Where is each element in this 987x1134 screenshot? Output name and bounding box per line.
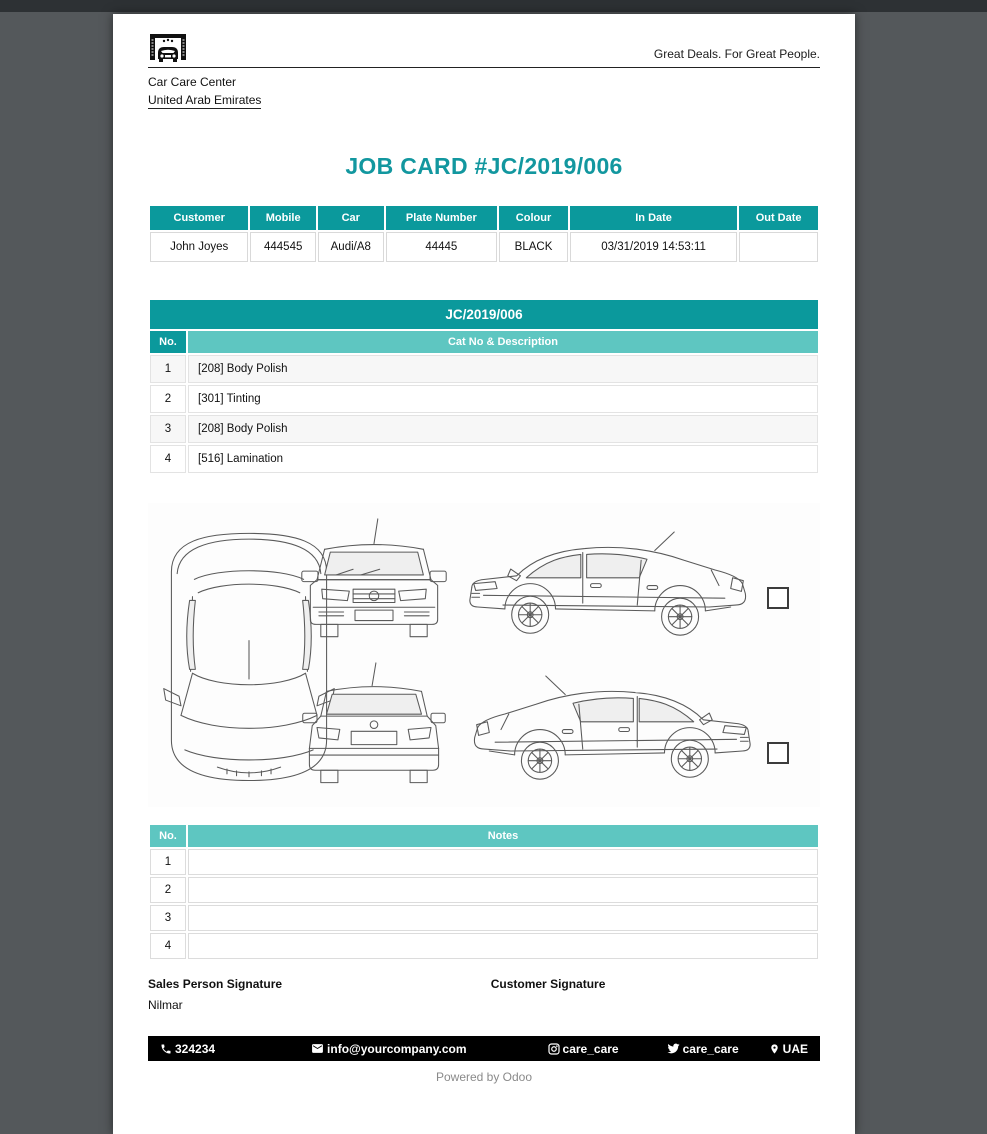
service-row [150, 355, 818, 383]
service-description: [208] Body Polish [188, 415, 818, 443]
note-no: 4 [150, 933, 186, 959]
footer-contact-bar [148, 1036, 820, 1061]
notes-table [148, 823, 820, 961]
sales-signature-label: Sales Person Signature [148, 977, 283, 991]
mobile-value: 444545 [250, 232, 316, 262]
col-header-mobile: Mobile [250, 206, 316, 230]
info-table-row [150, 232, 818, 262]
notes-header-row [150, 825, 818, 847]
service-no: 4 [150, 445, 186, 473]
customer-info-table [148, 204, 820, 264]
note-row [150, 933, 818, 959]
note-row [150, 849, 818, 875]
company-country: United Arab Emirates [148, 93, 262, 107]
service-no: 1 [150, 355, 186, 383]
company-tagline: Great Deals. For Great People. [653, 47, 820, 61]
document-page [113, 14, 855, 1134]
page-title: JOB CARD #JC/2019/006 [345, 153, 623, 179]
col-header-indate: In Date [570, 206, 737, 230]
job-services-table [148, 298, 820, 475]
car-value: Audi/A8 [318, 232, 384, 262]
job-card-number: JC/2019/006 [150, 300, 818, 329]
service-row [150, 385, 818, 413]
car-side-view-right-diagram [464, 671, 756, 793]
service-row [150, 445, 818, 473]
note-value [188, 849, 818, 875]
col-header-colour: Colour [499, 206, 568, 230]
car-side-view-left-diagram [464, 527, 756, 649]
col-header-customer: Customer [150, 206, 248, 230]
viewer-chrome-strip [0, 0, 987, 12]
service-row [150, 415, 818, 443]
col-header-notes: Notes [188, 825, 818, 847]
col-header-no: No. [150, 331, 186, 353]
service-description: [516] Lamination [188, 445, 818, 473]
powered-by-text: Powered by Odoo [435, 1070, 533, 1084]
twitter-icon [667, 1042, 680, 1055]
location-pin-icon [769, 1043, 780, 1055]
instagram-icon [548, 1043, 560, 1055]
service-no: 3 [150, 415, 186, 443]
service-description: [301] Tinting [188, 385, 818, 413]
vehicle-condition-diagram [148, 503, 820, 807]
phone-icon [160, 1043, 172, 1055]
note-row [150, 877, 818, 903]
car-front-view-diagram [298, 517, 450, 650]
customer-signature-label: Customer Signature [490, 977, 606, 991]
footer-instagram: care_care [562, 1041, 619, 1056]
note-value [188, 905, 818, 931]
footer-email: info@yourcompany.com [327, 1041, 467, 1056]
note-no: 1 [150, 849, 186, 875]
signature-section [148, 977, 820, 1012]
note-no: 2 [150, 877, 186, 903]
col-header-car: Car [318, 206, 384, 230]
col-header-outdate: Out Date [739, 206, 818, 230]
note-row [150, 905, 818, 931]
letterhead [148, 32, 820, 109]
footer-phone: 324234 [175, 1041, 216, 1056]
footer-twitter: care_care [682, 1041, 739, 1056]
damage-checkbox-bottom[interactable] [767, 742, 789, 764]
damage-checkbox-top[interactable] [767, 587, 789, 609]
job-table-header-row [150, 331, 818, 353]
car-wash-logo-icon [148, 32, 188, 64]
footer-location: UAE [782, 1041, 808, 1056]
col-header-no: No. [150, 825, 186, 847]
note-value [188, 877, 818, 903]
indate-value: 03/31/2019 14:53:11 [570, 232, 737, 262]
sales-person-name: Nilmar [148, 998, 183, 1012]
car-rear-view-diagram [298, 661, 450, 794]
customer-value: John Joyes [150, 232, 248, 262]
plate-value: 44445 [386, 232, 498, 262]
col-header-description: Cat No & Description [188, 331, 818, 353]
col-header-plate: Plate Number [386, 206, 498, 230]
service-description: [208] Body Polish [188, 355, 818, 383]
service-no: 2 [150, 385, 186, 413]
note-value [188, 933, 818, 959]
info-table-header-row [150, 206, 818, 230]
job-table-title-row [150, 300, 818, 329]
colour-value: BLACK [499, 232, 568, 262]
email-icon [311, 1042, 324, 1055]
company-name: Car Care Center [148, 75, 237, 89]
outdate-value [739, 232, 818, 262]
note-no: 3 [150, 905, 186, 931]
